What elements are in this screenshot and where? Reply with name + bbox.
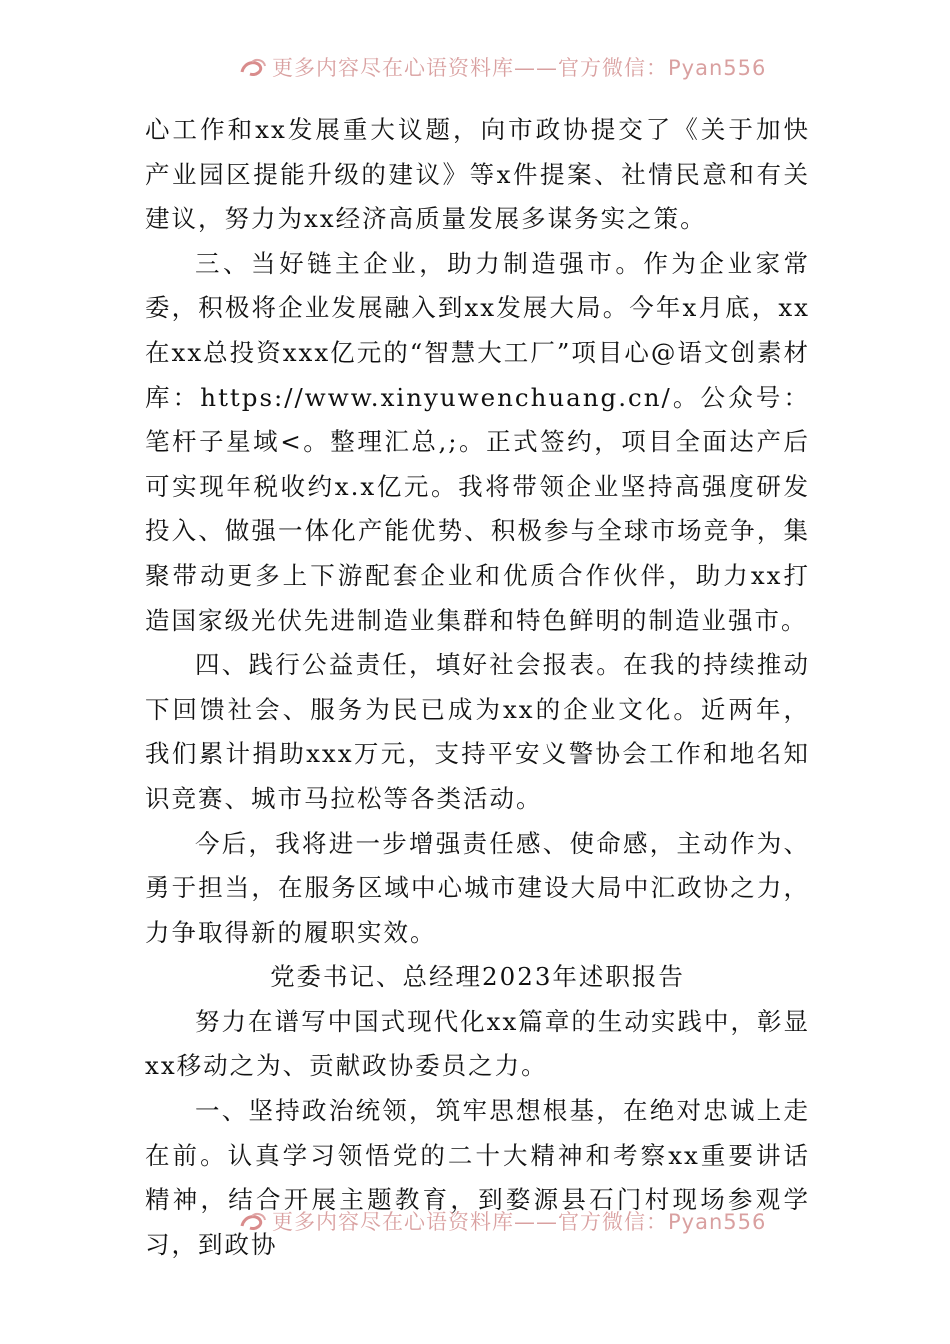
watermark-footer — [0, 1206, 950, 1242]
watermark-text: 更多内容尽在心语资料库——官方微信：Pyan556 — [272, 1210, 767, 1234]
paragraph-2: 三、当好链主企业，助力制造强市。作为企业家常委，积极将企业发展融入到xx发展大局。今年x月底，xx在xx总投资xxx亿元的“智慧大工厂”项目心@语文创素材库：https://www.xinyuwenchuang.cn/。公众号：笔杆子星域<。整理汇总,;。正式签约，项目全面达产后可实现年税收约x.x亿元。我将带领企业坚持高强度研发投入、做强一体化产能优势、积极参与全球市场竞争，集聚带动更多上下游配套企业和优质合作伙伴，助力xx打造国家级光伏先进制造业集群和特色鲜明的制造业强市。 — [145, 248, 810, 635]
logo-swirl-icon — [238, 1210, 268, 1234]
paragraph-4: 今后，我将进一步增强责任感、使命感，主动作为、勇于担当，在服务区域中心城市建设大局中汇政协之力，力争取得新的履职实效。 — [145, 828, 810, 947]
paragraph-3: 四、践行公益责任，填好社会报表。在我的持续推动下回馈社会、服务为民已成为xx的企业文化。近两年，我们累计捐助xxx万元，支持平安义警协会工作和地名知识竞赛、城市马拉松等各类活动。 — [145, 650, 810, 813]
paragraph-6: 一、坚持政治统领，筑牢思想根基，在绝对忠诚上走在前。认真学习领悟党的二十大精神和考察xx重要讲话精神，结合开展主题教育，到婺源县石门村现场参观学习，到政协 — [145, 1096, 810, 1259]
paragraph-5: 努力在谱写中国式现代化xx篇章的生动实践中，彰显xx移动之为、贡献政协委员之力。 — [145, 1006, 810, 1081]
watermark-text: 更多内容尽在心语资料库——官方微信：Pyan556 — [272, 56, 767, 80]
section-title: 党委书记、总经理2023年述职报告 — [270, 962, 685, 992]
document-body — [145, 108, 810, 1267]
paragraph-1: 心工作和xx发展重大议题，向市政协提交了《关于加快产业园区提能升级的建议》等x件提案、社情民意和有关建议，努力为xx经济高质量发展多谋务实之策。 — [145, 115, 810, 234]
watermark-header — [0, 52, 950, 88]
logo-swirl-icon — [238, 56, 268, 80]
